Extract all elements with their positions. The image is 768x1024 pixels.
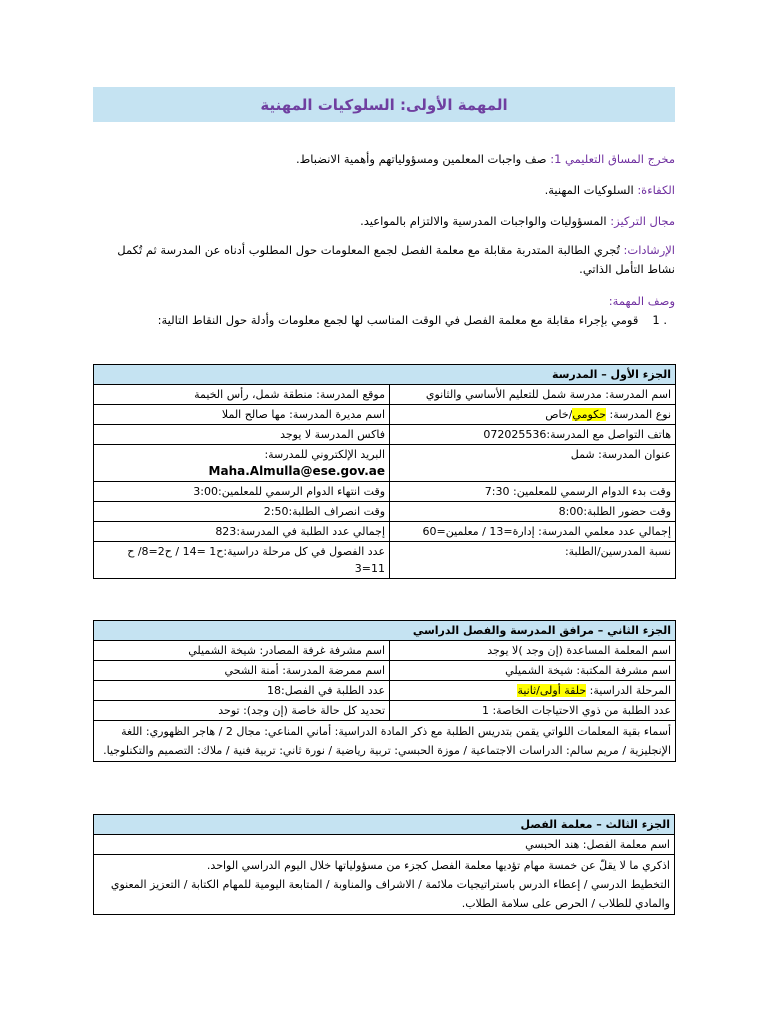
special-needs-count: عدد الطلبة من ذوي الاحتياجات الخاصة: 1	[390, 701, 676, 721]
part1-school-table	[93, 364, 676, 579]
duties-answer: التخطيط الدرسي / إعطاء الدرس باستراتيجيات ملائمة / الاشراف والمناوبة / المتابعة اليومية للمهام الكتابة / التعزيز المعنوي والمادي للطلاب / الحرص على سلامة الطلاب.	[110, 878, 670, 910]
part3-heading: الجزء الثالث – معلمة الفصل	[94, 815, 675, 835]
focus-text: المسؤوليات والواجبات المدرسية والالتزام بالمواعيد.	[360, 214, 611, 228]
email-value: Maha.Almulla@ese.gov.ae	[208, 464, 386, 478]
part2-heading: الجزء الثاني – مرافق المدرسة والفصل الدراسي	[94, 621, 676, 641]
teacher-start-time: وقت بدء الدوام الرسمي للمعلمين: 7:30	[390, 482, 676, 502]
school-address: عنوان المدرسة: شمل	[390, 445, 676, 482]
principal-name: اسم مديرة المدرسة: مها صالح الملا	[94, 405, 390, 425]
email-label: البريد الإلكتروني للمدرسة:	[264, 448, 386, 461]
teacher-end-time: وقت انتهاء الدوام الرسمي للمعلمين:3:00	[94, 482, 390, 502]
school-location: موقع المدرسة: منطقة شمل، رأس الخيمة	[94, 385, 390, 405]
task-item-1	[93, 313, 675, 327]
stage-highlight: حلقة أولى/ثانية	[517, 684, 587, 697]
item-text: قومي بإجراء مقابلة مع معلمة الفصل في الوقت المناسب لها لجمع معلومات وأدلة حول النقاط التالية:	[157, 313, 639, 327]
special-case: تحديد كل حالة خاصة (إن وجد): توحد	[94, 701, 390, 721]
school-type-highlight: حكومي	[572, 408, 607, 421]
learning-outcome	[93, 150, 675, 169]
school-email	[94, 445, 390, 482]
teacher-duties	[94, 855, 675, 915]
other-teachers: أسماء بقية المعلمات اللواتي يقمن بتدريس الطلبة مع ذكر المادة الدراسية: أماني المناعي: مجال 2 / هاجر الظهوري: اللغة الإنجليزية / مريم سالم: الدراسات الاجتماعية / موزة الحبسي: تربية رياضية / نورة ثاني: تربية فنية / ملاك: التصميم والتكنلوجيا.	[94, 721, 676, 762]
student-total: إجمالي عدد الطلبة في المدرسة:823	[94, 522, 390, 542]
focus-label: مجال التركيز:	[610, 214, 675, 228]
part1-heading: الجزء الأول – المدرسة	[94, 365, 676, 385]
instructions-label: الإرشادات:	[623, 243, 675, 257]
school-name: اسم المدرسة: مدرسة شمل للتعليم الأساسي والثانوي	[390, 385, 676, 405]
duties-question: اذكري ما لا يقلّ عن خمسة مهام تؤديها معلمة الفصل كجزء من مسؤولياتها خلال اليوم الدراسي الواحد.	[206, 859, 670, 872]
assistant-teacher: اسم المعلمة المساعدة (إن وجد )لا يوجد	[390, 641, 676, 661]
school-stage: المرحلة الدراسية: حلقة أولى/ثانية	[390, 681, 676, 701]
class-teacher-name: اسم معلمة الفصل: هند الحبسي	[94, 835, 675, 855]
instructions-text: تُجري الطالبة المتدربة مقابلة مع معلمة الفصل لجمع المعلومات حول المطلوب أدناه عن المدرسة ثم تُكمل نشاط التأمل الذاتي.	[117, 243, 675, 276]
task-description-label: وصف المهمة:	[608, 294, 675, 308]
librarian: اسم مشرفة المكتبة: شيخة الشميلي	[390, 661, 676, 681]
teacher-count: إجمالي عدد معلمي المدرسة: إدارة=13 / معلمين=60	[390, 522, 676, 542]
classes-per-stage: عدد الفصول في كل مرحلة دراسية:ح1 =14 / ح2=8/ ح 11=3	[94, 542, 390, 579]
competency-label: الكفاءة:	[637, 183, 675, 197]
school-nurse: اسم ممرضة المدرسة: أمنة الشحي	[94, 661, 390, 681]
item-number: 1 .	[652, 313, 667, 327]
outcome-text: صف واجبات المعلمين ومسؤولياتهم وأهمية الانضباط.	[295, 152, 551, 166]
competency-text: السلوكيات المهنية.	[544, 183, 638, 197]
student-departure-time: وقت انصراف الطلبة:2:50	[94, 502, 390, 522]
school-type: نوع المدرسة: حكومي/خاص	[390, 405, 676, 425]
teacher-student-ratio: نسبة المدرسين/الطلبة:	[390, 542, 676, 579]
part2-facilities-table	[93, 620, 676, 762]
focus-area	[93, 212, 675, 231]
school-phone: هاتف التواصل مع المدرسة:072025536	[390, 425, 676, 445]
class-student-count: عدد الطلبة في الفصل:18	[94, 681, 390, 701]
student-arrival-time: وقت حضور الطلبة:8:00	[390, 502, 676, 522]
task-title-bar	[93, 87, 675, 122]
instructions	[91, 241, 675, 279]
task-title: المهمة الأولى: السلوكيات المهنية	[260, 95, 508, 114]
school-fax: فاكس المدرسة لا يوجد	[94, 425, 390, 445]
part3-teacher-table	[93, 814, 675, 915]
competency	[93, 181, 675, 200]
outcome-label: مخرج المساق التعليمي 1:	[550, 152, 675, 166]
resource-room-supervisor: اسم مشرفة غرفة المصادر: شيخة الشميلي	[94, 641, 390, 661]
